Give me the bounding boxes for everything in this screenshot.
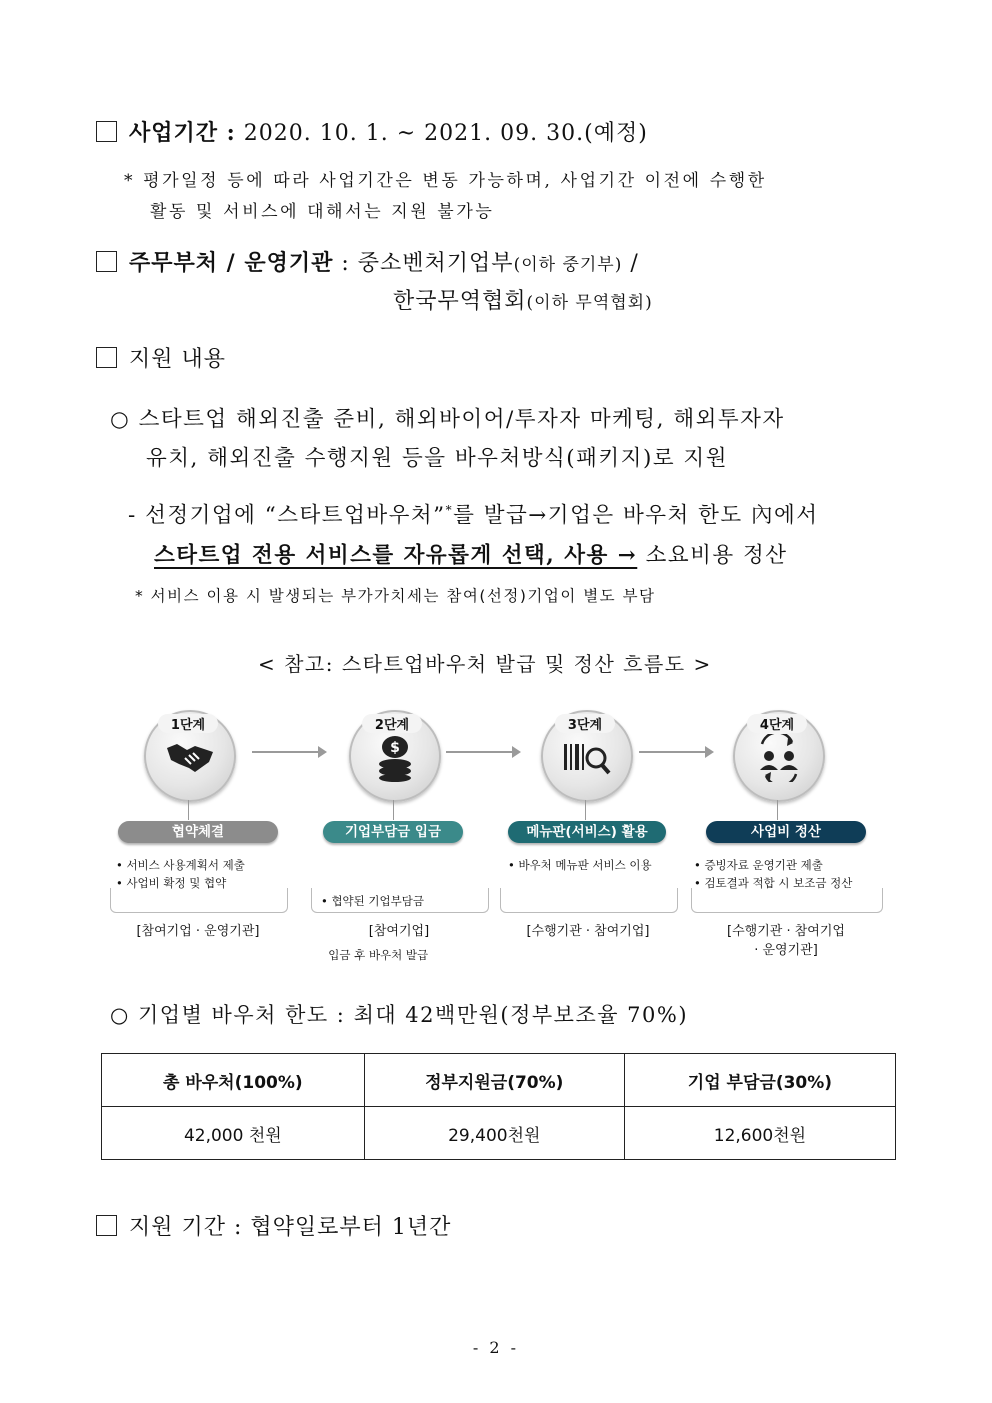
agency-operator-line: [393, 284, 653, 315]
flow-caption: < 참고: 스타트업바우처 발급 및 정산 흐름도 >: [258, 652, 712, 676]
table-row: [102, 1107, 896, 1160]
support-bullet-2: 유치, 해외진출 수행지원 등을 바우처방식(패키지)로 지원: [146, 446, 728, 471]
support-heading: [96, 342, 226, 373]
checkbox-square-icon: [96, 251, 117, 272]
voucher-table: [101, 1053, 896, 1160]
step-1-actors: [참여기업 · 운영기관]: [136, 924, 260, 939]
connector-line: [188, 800, 189, 820]
dash-underlined: 스타트업 전용 서비스를 자유롭게 선택, 사용 →: [154, 543, 638, 568]
support-dash-line-2: [154, 538, 788, 569]
checkbox-square-icon: [96, 347, 117, 368]
list-item: • 검토결과 적합 시 보조금 정산: [694, 876, 853, 890]
page-number: - 2 -: [472, 1338, 520, 1357]
period-note-1: * 평가일정 등에 따라 사업기간은 변동 가능하며, 사업기간 이전에 수행한: [124, 171, 767, 191]
support-heading-text: 지원 내용: [129, 347, 227, 372]
footnote-mark: *: [445, 502, 454, 517]
period-value: 2020. 10. 1. ~ 2021. 09. 30.(예정): [243, 121, 648, 146]
table-header-row: [102, 1054, 896, 1107]
step-4-actors-line2: · 운영기관]: [754, 943, 818, 958]
dash-text-b: 를 발급→기업은 바우처 한도 內에서: [453, 503, 819, 528]
step-3-items: [508, 856, 652, 874]
step-1-title: 협약체결: [118, 821, 278, 843]
agency-operator: 한국무역협회: [393, 289, 527, 314]
agency-heading: [96, 246, 639, 277]
people-exchange-icon: [754, 734, 804, 782]
table-header-gov: 정부지원금(70%): [364, 1054, 624, 1107]
connector-line: [393, 800, 394, 820]
list-item: • 사업비 확정 및 협약: [116, 876, 227, 890]
step-4-tag: 4단계: [747, 714, 807, 733]
dash-rest: 소요비용 정산: [637, 543, 788, 568]
arrow-right-icon: [252, 751, 325, 753]
list-item: • 서비스 사용계획서 제출: [116, 858, 245, 872]
table-cell-gov: 29,400천원: [364, 1107, 624, 1160]
arrow-right-icon: [446, 751, 519, 753]
step-3-actors: [수행기관 · 참여기업]: [526, 924, 650, 939]
connector-line: [585, 800, 586, 820]
period-heading: [96, 116, 648, 147]
agency-operator-abbr: (이하 무역협회): [526, 293, 653, 313]
table-cell-company: 12,600천원: [624, 1107, 895, 1160]
group-bracket: [311, 888, 489, 913]
list-item: 입금 후 바우처 발급: [321, 948, 429, 962]
group-bracket: [500, 888, 678, 913]
table-cell-total: 42,000 천원: [102, 1107, 365, 1160]
list-item: • 증빙자료 운영기관 제출: [694, 858, 823, 872]
step-2-tag: 2단계: [362, 714, 422, 733]
svg-text:$: $: [390, 740, 400, 756]
period-note-2: 활동 및 서비스에 대해서는 지원 불가능: [150, 202, 495, 222]
agency-ministry: 중소벤처기업부: [357, 251, 514, 276]
step-2-title: 기업부담금 입금: [323, 821, 463, 843]
list-item: • 바우처 메뉴판 서비스 이용: [508, 858, 652, 872]
agency-sep: :: [341, 251, 350, 276]
step-4-actors: [691, 922, 881, 960]
checkbox-square-icon: [96, 121, 117, 142]
step-4-actors-line1: [수행기관 · 참여기업: [727, 924, 845, 939]
table-header-company: 기업 부담금(30%): [624, 1054, 895, 1107]
period-label: 사업기간 :: [129, 120, 236, 146]
step-1-tag: 1단계: [158, 714, 218, 733]
arrow-right-icon: [639, 751, 712, 753]
coins-icon: [370, 734, 420, 782]
step-4-title: 사업비 정산: [706, 821, 866, 843]
group-bracket: [110, 888, 288, 913]
table-header-total: 총 바우처(100%): [102, 1054, 365, 1107]
checkbox-square-icon: [96, 1215, 117, 1236]
agency-slash: /: [630, 251, 639, 276]
handshake-icon: [165, 734, 215, 778]
step-2-actors: [참여기업]: [368, 924, 430, 939]
group-bracket: [691, 888, 883, 913]
connector-line: [777, 800, 778, 820]
support-dash-line-1: [128, 498, 819, 529]
duration-heading: [96, 1210, 451, 1241]
barcode-search-icon: [562, 734, 612, 778]
step-1-items: [116, 856, 245, 892]
agency-label: 주무부처 / 운영기관: [129, 250, 334, 276]
support-bullet-1: ○ 스타트업 해외진출 준비, 해외바이어/투자자 마케팅, 해외투자자: [110, 407, 785, 432]
limit-text: ○ 기업별 바우처 한도 : 최대 42백만원(정부보조율 70%): [110, 1003, 689, 1027]
step-4-items: [694, 856, 852, 892]
step-3-tag: 3단계: [555, 714, 615, 733]
dash-text-a: - 선정기업에 “스타트업바우처”: [128, 503, 446, 528]
step-3-title: 메뉴판(서비스) 활용: [508, 821, 666, 843]
support-footnote: * 서비스 이용 시 발생되는 부가가치세는 참여(선정)기업이 별도 부담: [135, 587, 656, 605]
agency-ministry-abbr: (이하 중기부): [513, 255, 623, 275]
duration-text: 지원 기간 : 협약일로부터 1년간: [129, 1215, 452, 1240]
list-item: • 협약된 기업부담금: [321, 894, 424, 908]
